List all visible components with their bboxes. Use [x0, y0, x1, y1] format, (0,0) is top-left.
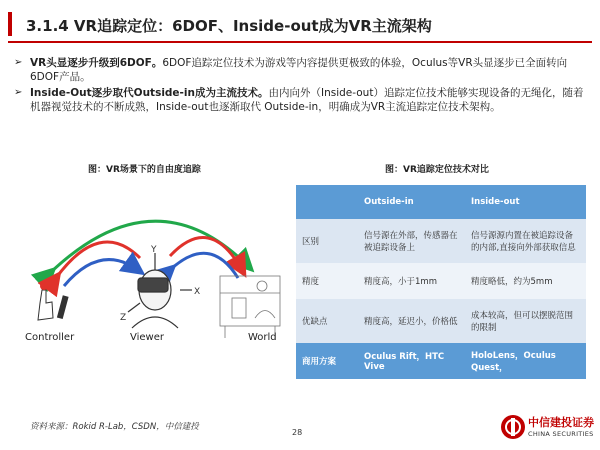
table-cell: 成本较高，但可以摆脱范围的限制	[465, 299, 586, 343]
table-header-cell: Outside-in	[358, 185, 465, 219]
controller-label: Controller	[25, 332, 75, 343]
controller-hand-icon	[38, 282, 68, 320]
table-row	[296, 299, 586, 343]
axis-x-label: X	[194, 287, 201, 297]
bullet-item	[14, 56, 590, 84]
table-cell: 商用方案	[296, 343, 358, 379]
green-arc-arrow	[50, 221, 248, 273]
page-title: 3.1.4 VR追踪定位：6DOF、Inside-out成为VR主流架构	[26, 17, 432, 35]
bullet-lead: VR头显逐步升级到6DOF。	[30, 57, 163, 69]
title-accent-bar	[8, 12, 12, 36]
bullet-text: 6DOF追踪定位技术为游戏等内容提供更极致的体验，Oculus等VR头显逐步已全面转向6DOF产品。	[30, 57, 568, 83]
table-cell: 区别	[296, 219, 358, 263]
table-row	[296, 219, 586, 263]
arrow-bullet-icon: ➢	[14, 57, 23, 68]
table-cell: 精度高，小于1mm	[358, 263, 465, 299]
logo-text-cn: 中信建投证券	[528, 416, 594, 429]
title-bar	[8, 8, 592, 42]
world-scene-icon	[220, 276, 280, 338]
viewer-label: Viewer	[130, 332, 164, 343]
world-label: World	[248, 332, 277, 343]
table-header-cell	[296, 185, 358, 219]
bullet-text: 由内向外（Inside-out）追踪定位技术能够实现设备的无绳化，随着机器视觉技术的不断成熟，Inside-out也逐渐取代 Outside-in，明确成为VR主流追踪定位技术架构。	[30, 87, 584, 113]
table-cell: 信号源源内置在被追踪设备的内部,直接向外部获取信息	[465, 219, 586, 263]
table-cell: 精度高，延迟小，价格低	[358, 299, 465, 343]
bullet-lead: Inside-Out逐步取代Outside-in成为主流技术。	[30, 87, 269, 99]
title-divider	[8, 41, 592, 43]
table-cell: 精度	[296, 263, 358, 299]
table-header-cell: Inside-out	[465, 185, 586, 219]
bullet-item	[14, 86, 590, 114]
table-cell: Oculus Rift，HTC Vive	[358, 343, 465, 379]
table-cell: 信号源在外部，传感器在被追踪设备上	[358, 219, 465, 263]
logo-emblem-icon	[500, 414, 526, 440]
table-row	[296, 263, 586, 299]
table-cell: HoloLens，Oculus Quest，	[465, 343, 586, 379]
tracking-diagram	[20, 178, 295, 348]
table-header-row	[296, 185, 586, 219]
figure-right-caption: 图：VR追踪定位技术对比	[385, 165, 489, 175]
bullet-list	[14, 56, 590, 116]
table-cell: 优缺点	[296, 299, 358, 343]
tracking-comparison-table	[296, 185, 586, 379]
logo-text-en: CHINA SECURITIES	[528, 430, 594, 438]
source-note: 资料来源：Rokid R-Lab，CSDN，中信建投	[30, 422, 199, 432]
page-number: 28	[292, 428, 303, 437]
arrow-bullet-icon: ➢	[14, 87, 23, 98]
axis-y-label: Y	[151, 245, 157, 255]
table-cell: 精度略低，约为5mm	[465, 263, 586, 299]
figure-left-caption: 图：VR场景下的自由度追踪	[88, 165, 201, 175]
axis-z-label: Z	[120, 313, 127, 323]
viewer-head-icon	[128, 253, 192, 328]
table-footer-row	[296, 343, 586, 379]
company-logo	[498, 412, 598, 446]
blue-arc-arrow	[64, 260, 138, 286]
blue-arc-arrow-right	[170, 253, 238, 278]
